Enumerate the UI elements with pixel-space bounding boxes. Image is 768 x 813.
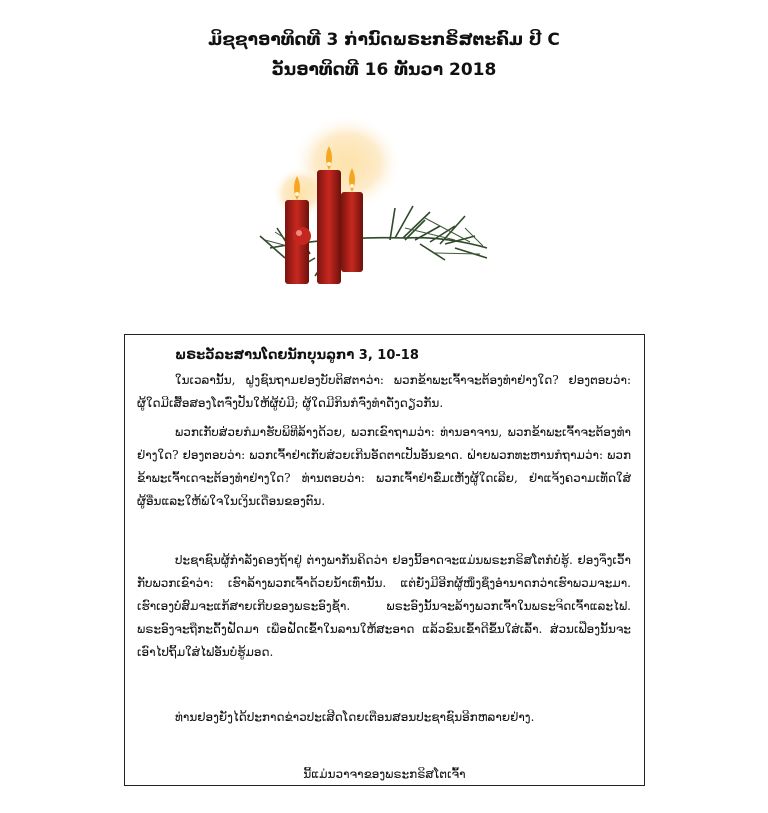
gospel-closing: ນີ້ແມ່ນວາຈາຂອງພຣະກຣິສໂຕເຈົ້າ <box>303 767 466 781</box>
mass-title: ມິຊຊາອາທິດທີ 3 ກ່ານົດພຣະກຣິສຕະຄົມ ປີ C <box>208 30 560 50</box>
mass-date: ວັນອາທິດທີ 16 ທັນວາ 2018 <box>271 60 497 80</box>
advent-candles-icon <box>255 108 495 293</box>
gospel-paragraph: ພວກເກັບສ່ວຍກໍມາຮັບພິທີລ້າງດ້ວຍ, ພວກເຂົາຖາມວ່າ: ທ່ານອາຈານ, ພວກຂ້າພະເຈົ້າຈະຕ້ອງທຳຢ່າງໃດ? ຢອງຕອບວ່າ: ພວກເຈົ້າຢ່າເກັບສ່ວຍເກີນອັດຕາເປັນອັນຂາດ. ຝ່າຍພວກທະຫານກໍຖາມວ່າ: ພວກຂ້າພະເຈົ້າເດຈະຕ້ອງທຳຢ່າງໃດ? ທ່ານຕອບວ່າ: ພວກເຈົ້າຢ່າຂົ່ມເຫັງຜູ້ໃດເລີຍ, ຢ່າແຈ້ງຄວາມເທັດໃສ່ຜູ້ອື່ນແລະໃຫ້ພໍໃຈໃນເງິນເດືອນຂອງຕົນ. <box>137 425 631 508</box>
gospel-reading-box <box>124 334 645 786</box>
gospel-paragraph: ໃນເວລານັ້ນ, ຝູງຊົນຖາມຢອງບັບຕິສຕາວ່າ: ພວກຂ້າພະເຈົ້າຈະຕ້ອງທຳຢ່າງໃດ? ຢອງຕອບວ່າ: ຜູ້ໃດມີເສື້ອສອງໂຕຈົ່ງປັນໃຫ້ຜູ້ບໍ່ມີ; ຜູ້ໃດມີກິນກໍຈົ່ງທຳດັ່ງດຽວກັນ. <box>137 373 631 410</box>
gospel-paragraph: ທ່ານຢອງຍັງໄດ້ປະກາດຂ່າວປະເສີດໂດຍເຕືອນສອນປະຊາຊົນອີກຫລາຍຢ່າງ. <box>175 710 535 724</box>
gospel-paragraph: ປະຊາຊົນຜູ້ກຳລັງຄອງຖ້າຢູ່ ຕ່າງພາກັນຄິດວ່າ ຢອງນີ້ອາດຈະແມ່ນພຣະກຣິສໂຕກໍບໍ່ຮູ້. ຢອງຈຶ່ງເວົ້າກັບພວກເຂົາວ່າ: ເຮົາລ້າງພວກເຈົ້າດ້ວຍນ້ຳເທົ່ານັ້ນ. ແຕ່ຍັງມີອີກຜູ້ໜຶ່ງຊຶ່ງອຳນາດກວ່າເຮົາພວມຈະມາ. ເຮົາເອງບໍ່ສົມຈະແກ້ສາຍເກີບຂອງພຣະອົງຊ້ຳ. ພຣະອົງນັ້ນຈະລ້າງພວກເຈົ້າໃນພຣະຈິດເຈົ້າແລະໄຟ. ພຣະອົງຈະຖືກະດົ້ງຝັດມາ ເພື່ອຝັດເຂົ້າໃນລານໃຫ້ສະອາດ ແລ້ວຂົນເຂົ້າດີຂຶ້ນໃສ່ເລົ້າ. ສ່ວນເຟືອງນັ້ນຈະເອົາໄປຖິ້ມໃສ່ໄຟອັນບໍ່ຮູ້ມອດ. <box>137 553 631 659</box>
gospel-heading: ພຣະວັລະສານໂດຍນັກບຸນລູກາ 3, 10-18 <box>175 348 419 363</box>
